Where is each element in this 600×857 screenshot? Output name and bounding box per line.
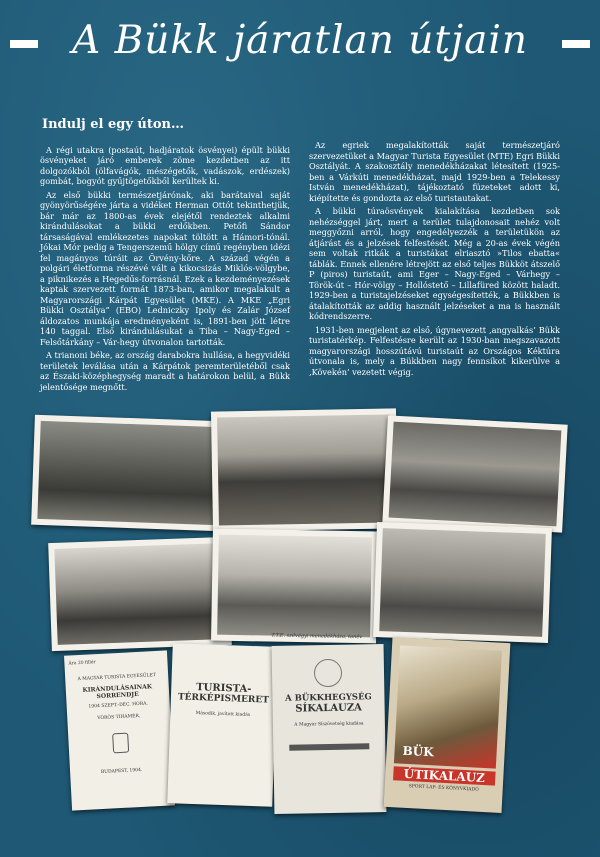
doc-footer: SPORT LAP- ÉS KÖNYVKIADÓ	[408, 784, 479, 793]
paragraph: A régi utakra (postaút, hadjáratok ösvényei) épült bükki ösvényeket járó emberek zöme kezdetben az itt dolgozókból (ölfavágók, mészégetők, vadászok, erdészek) gombát, bogyót gyűjtögetőkből kerültek ki.	[40, 144, 290, 186]
doc-title: BÜK	[402, 743, 434, 760]
doc-cover-art	[394, 645, 502, 768]
document-bukk-guide	[384, 637, 511, 813]
document-ski-guide	[272, 644, 387, 814]
document-map-reading	[167, 643, 278, 807]
doc-title: TURISTA-	[196, 682, 252, 695]
paragraph: 1931-ben megjelent az első, úgynevezett ‚angyalkás’ Bükk turistatérkép. Felfestésre került az 1930-ban megszavazott magyarországi hosszútávú turistaút az Országos Kéktúra útvonala is, mely a Bükkben nagy fennsíkot kikerülve a ‚Kövekén’ vezetett végig.	[309, 324, 560, 377]
doc-footer: BUDAPEST, 1904.	[100, 767, 143, 776]
doc-title: ÚTIKALAUZ	[393, 766, 496, 785]
photo-caption: T.T.E. szilvágyi menedékháza, tanév	[271, 632, 363, 641]
left-column	[40, 117, 290, 395]
photo-crowd-gathering	[48, 537, 232, 651]
doc-emblem-icon	[112, 733, 129, 754]
doc-line: 1904 SZEPT.-DEC. HÓRA.	[88, 701, 148, 710]
doc-stamp-icon	[314, 659, 342, 687]
doc-title: SÍKALAUZA	[295, 702, 362, 715]
right-column	[309, 140, 560, 380]
paragraph: Az első bükki természetjárónak, aki barátaival saját gyönyörűségére járta a vidéket Herman Ottót tekinthetjük, bár már az 1800-as évek elejétől rendeztek alkalmi kirándulásokat a bükki erdőkben. Petőfi Sándor társaságával emlékezetes napokat töltött a Hámori-tónál. Jókai Mór pedig a Tengerszemű hölgy című regényben idézi fel magányos túráit az Örvény-kőre. A század végén a polgári életforma részévé vált a kikocsizás Miklós-völgybe, a piknikezés a Hegedűs-forrásnál. Ezek a kezdeményezések kaptak szervezett formát 1873-ban, amikor megalakult a Magyarországi Kárpát Egyesület (MKE). A MKE „Egri Bükki Osztálya” (EBO) Ledniczky Ipoly és Zalár József áldozatos munkája eredményeként is, 1891-ben jött létre 140 taggal. Első kirándulásukat a Tiba – Nagy-Eged – Felsőtárkány – Vár-hegy útvonalon tartották.	[40, 189, 290, 347]
doc-title: TÉRKÉPISMERET	[177, 692, 270, 706]
document-excursion-schedule	[64, 650, 175, 810]
doc-line: A MAGYAR TURISTA EGYESÜLET	[77, 673, 157, 683]
photo-hikers-group	[211, 408, 398, 531]
doc-subtitle: A Magyar Síszövetség kiadása	[294, 721, 364, 728]
paragraph: Az egriek megalakították saját természetjáró szervezetüket a Magyar Turista Egyesület (MTE) Egri Bükki Osztályát. A szakosztály menedékházakat létesített (1925-ben a Várkúti menedékházat, majd 1929-ben a Telekessy István menedékházat), tájékoztató füzeteket adott ki, kiépítette és gondozta az első turistautakat.	[309, 140, 560, 203]
doc-title: A BÜKKHEGYSÉG	[285, 692, 372, 704]
doc-bar	[289, 743, 369, 750]
doc-subtitle: Második, javított kiadás	[195, 711, 251, 718]
photo-tourist-group	[373, 522, 552, 643]
doc-line: VÖRÖS TIHAMÉR,	[97, 713, 141, 722]
paragraph: A bükki túraösvények kialakítása kezdetben sok nehézséggel járt, mert a terület tulajdonosait nehéz volt meggyőzni arról, hogy engedélyezzék a területükön az átjárást és a jelzések felfestését. Még a 20-as évek végén sem voltak ritkák a turistákat elriasztó »Tilos ebatta« táblák. Ennek ellenére létrejött az első teljes Bükköt átszelő P (piros) turistaút, ami Eger – Nagy-Eged – Várhegy – Török-út – Hór-völgy – Hollóstető – Lillafüred között haladt. 1929-ben a turistajelzéseket egységesítették, a Bükkben is átalakították az addig használt jelzéseket a ma is használt kódrendszerre.	[309, 206, 560, 321]
doc-title: KIRÁNDULÁSAINAK SORRENDJE	[82, 683, 153, 701]
title-bar-right	[562, 40, 590, 48]
page-title: A Bükk járatlan útjain	[72, 18, 528, 63]
photo-forest-house	[382, 415, 567, 532]
section-heading: Indulj el egy úton…	[42, 117, 184, 132]
doc-price: Ára 20 fillér	[68, 660, 96, 667]
title-bar-left	[10, 40, 38, 48]
photo-mountain-lodge	[31, 415, 225, 532]
photo-shelter-house	[211, 529, 378, 644]
paragraph: A trianoni béke, az ország darabokra hullása, a hegyvidéki területek leválása után a Kárpátok peremterületéből csak az Északi-középhegység maradt a határokon belül, a Bükk jelentősége megnőtt.	[40, 350, 290, 392]
